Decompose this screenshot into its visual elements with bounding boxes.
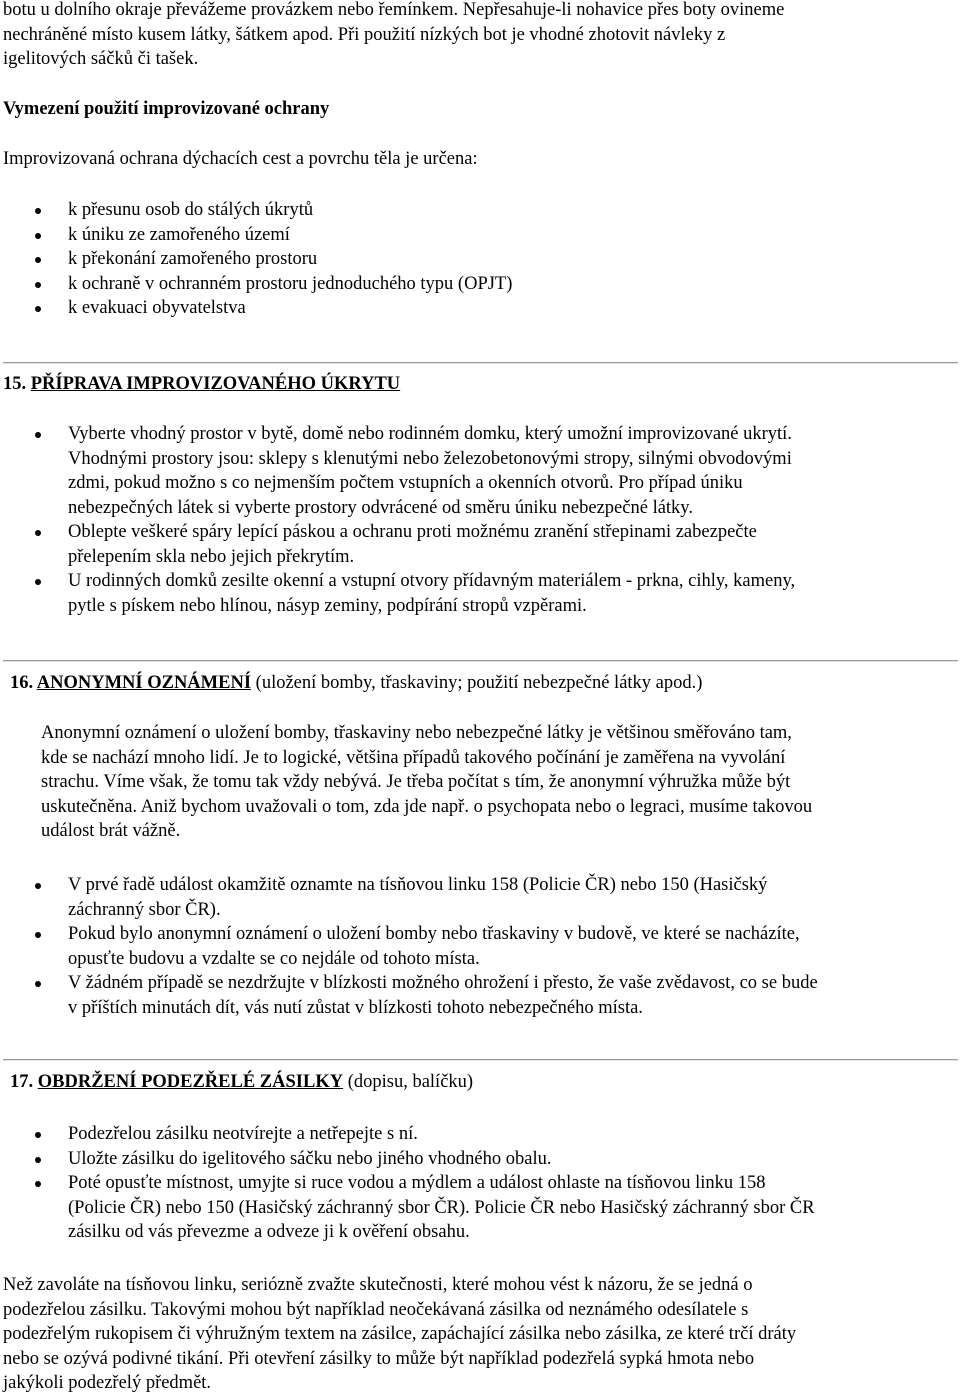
text-line: V prvé řadě událost okamžitě oznamte na tísňovou linku 158 (Policie ČR) nebo 150 (Hasičský [68, 875, 768, 895]
horizontal-divider [3, 1059, 958, 1061]
text-line: Než zavoláte na tísňovou linku, seriózně zvažte skutečnosti, které mohou vést k názoru, že se jedná o [3, 1275, 753, 1295]
section-heading-15 [3, 372, 400, 397]
text-line: kde se nachází mnoho lidí. Je to logické, většina případů takového počínání je zaměřena na vyvolání [41, 747, 786, 768]
section-lead-improvised: Improvizovaná ochrana dýchacích cest a povrchu těla je určena: [3, 149, 478, 169]
text-line: strachu. Víme však, že tomu tak vždy nebývá. Je třeba počítat s tím, že anonymní výhružka může být [41, 772, 791, 792]
list-item: k překonání zamořeného prostoru [0, 247, 960, 272]
section-heading-improvised: Vymezení použití improvizované ochrany [3, 99, 330, 119]
section-heading-16 [10, 671, 702, 696]
text-line: podezřelým rukopisem či výhružným textem na zásilce, zapáchající zásilka nebo zásilka, ze které trčí dráty [3, 1324, 797, 1344]
text-line: V žádném případě se nezdržujte v blízkosti možného ohrožení i přesto, že vaše zvědavost, co se bude [68, 973, 818, 993]
horizontal-divider [3, 362, 958, 364]
list-item [0, 1122, 960, 1147]
list-item [0, 971, 960, 1020]
improvised-use-list [0, 198, 960, 321]
section-number: 16. [10, 673, 37, 693]
section-16-list [0, 873, 960, 1020]
section-subtitle: (uložení bomby, třaskaviny; použití nebezpečné látky apod.) [251, 673, 703, 693]
text-line: nebezpečných látek si vyberte prostory odvrácené od směru úniku nebezpečné látky. [68, 497, 693, 518]
text-line: podezřelou zásilku. Takovými mohou být například neočekávaná zásilka od neznámého odesílatele s [3, 1299, 749, 1320]
list-item [0, 520, 960, 569]
section-15-list [0, 422, 960, 618]
text-line: zdmi, pokud možno s co nejmenším počtem vstupních a okenních otvorů. Pro případ úniku [68, 473, 743, 493]
text-line: zásilku od vás převezme a odveze ji k ověření obsahu. [68, 1222, 470, 1242]
text-line: záchranný sbor ČR). [68, 899, 221, 920]
text-line: jakýkoli podezřelý předmět. [3, 1373, 212, 1393]
list-item: k evakuaci obyvatelstva [0, 296, 960, 321]
list-item [0, 1171, 960, 1245]
text-line: Pokud bylo anonymní oznámení o uložení bomby nebo třaskaviny v budově, ve které se nacházíte, [68, 924, 800, 944]
section-17-paragraph [3, 1273, 958, 1396]
intro-paragraph [3, 0, 958, 72]
text-line: v příštích minutách dít, vás nutí zůstat v blízkosti tohoto nebezpečného místa. [68, 997, 643, 1018]
text-line: událost brát vážně. [41, 821, 181, 841]
section-17-list [0, 1122, 960, 1245]
text-line: uskutečněna. Aniž bychom uvažovali o tom, zda jde např. o psychopata nebo o legraci, musíme takovou [41, 796, 813, 817]
section-title: PŘÍPRAVA IMPROVIZOVANÉHO ÚKRYTU [30, 374, 401, 394]
list-item: k ochraně v ochranném prostoru jednoduchého typu (OPJT) [0, 272, 960, 297]
text-line: (Policie ČR) nebo 150 (Hasičský záchranný sbor ČR). Policie ČR nebo Hasičský záchranný sbor ČR [68, 1197, 815, 1218]
section-heading-17 [10, 1070, 473, 1095]
list-item [0, 569, 960, 618]
section-title: ANONYMNÍ OZNÁMENÍ [36, 673, 252, 693]
list-item: k úniku ze zamořeného území [0, 223, 960, 248]
text-line: Uložte zásilku do igelitového sáčku nebo jiného vhodného obalu. [68, 1148, 552, 1169]
list-item [0, 873, 960, 922]
text-line: igelitových sáčků či tašek. [3, 49, 199, 69]
list-item [0, 1147, 960, 1172]
text-line: nebo se ozývá podivné tikání. Při otevření zásilky to může být například podezřelá sypká hmota nebo [3, 1348, 755, 1369]
list-item [0, 922, 960, 971]
text-line: pytle s pískem nebo hlínou, násyp zeminy, podpírání stropů vzpěrami. [68, 595, 587, 616]
section-number: 17. [10, 1072, 38, 1092]
text-line: Poté opusťte místnost, umyjte si ruce vodou a mýdlem a událost ohlaste na tísňovou linku 158 [68, 1173, 766, 1193]
text-line: U rodinných domků zesilte okenní a vstupní otvory přídavným materiálem - prkna, cihly, kameny, [68, 571, 796, 591]
horizontal-divider [3, 660, 958, 662]
section-subtitle: (dopisu, balíčku) [343, 1072, 474, 1092]
text-line: nechráněné místo kusem látky, šátkem apod. Při použití nízkých bot je vhodné zhotovit návleky z [3, 24, 726, 45]
text-line: opusťte budovu a vzdalte se co nejdále od tohoto místa. [68, 948, 480, 969]
text-line: Anonymní oznámení o uložení bomby, třaskaviny nebo nebezpečné látky je většinou směřováno tam, [41, 723, 792, 743]
text-line: přelepením skla nebo jejich překrytím. [68, 546, 355, 567]
text-line: Vyberte vhodný prostor v bytě, domě nebo rodinném domku, který umožní improvizované ukrytí. [68, 424, 792, 444]
section-number: 15. [3, 374, 31, 394]
section-16-paragraph [41, 721, 956, 844]
text-line: botu u dolního okraje převážeme provázkem nebo řemínkem. Nepřesahuje-li nohavice přes boty ovineme [3, 0, 785, 20]
text-line: Oblepte veškeré spáry lepící páskou a ochranu proti možnému zranění střepinami zabezpečte [68, 522, 757, 542]
list-item [0, 422, 960, 520]
text-line: Podezřelou zásilku neotvírejte a netřepejte s ní. [68, 1124, 418, 1144]
text-line: Vhodnými prostory jsou: sklepy s klenutými nebo železobetonovými stropy, silnými obvodovými [68, 448, 792, 469]
list-item: k přesunu osob do stálých úkrytů [0, 198, 960, 223]
section-title: OBDRŽENÍ PODEZŘELÉ ZÁSILKY [37, 1072, 344, 1092]
